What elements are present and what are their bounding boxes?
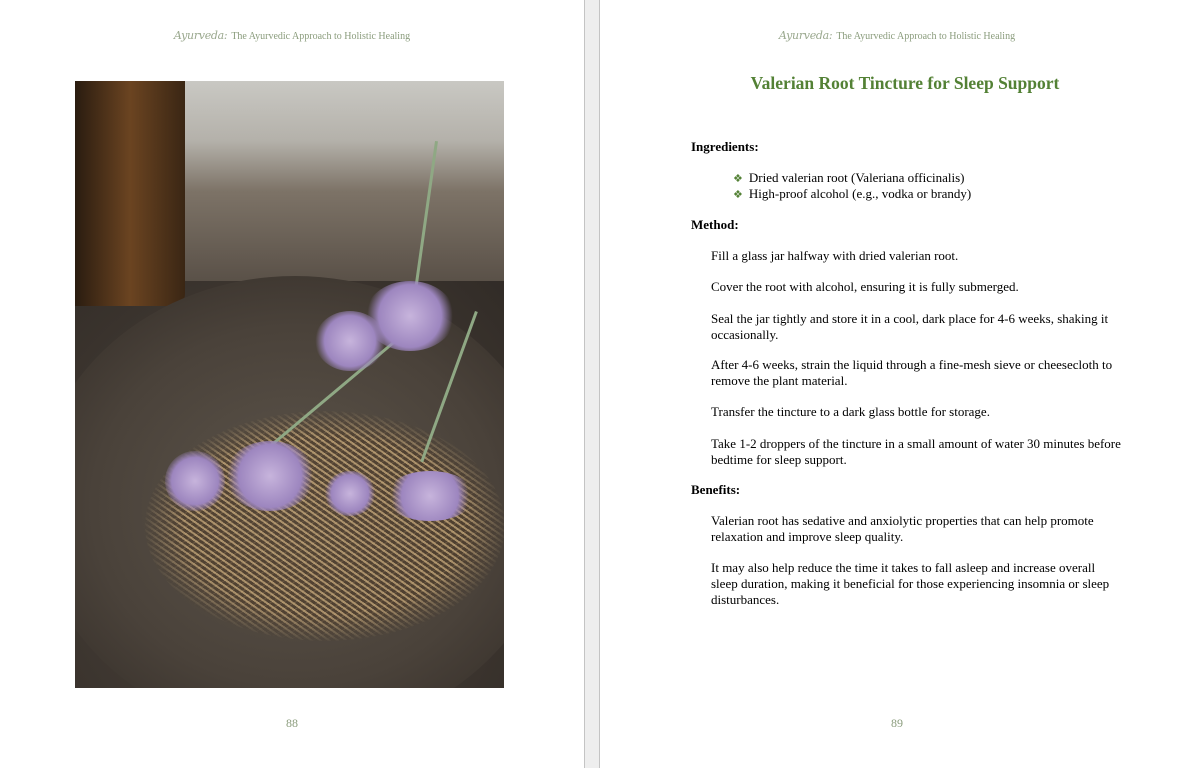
bullet-icon: ❖ (733, 189, 743, 201)
benefits-heading: Benefits: (691, 482, 741, 497)
running-header (600, 29, 1194, 42)
page-number: 88 (286, 716, 298, 730)
method-step: Cover the root with alcohol, ensuring it is fully submerged. (711, 279, 1019, 294)
method-step: Transfer the tincture to a dark glass bottle for storage. (711, 404, 990, 419)
benefit-paragraph: Valerian root has sedative and anxiolytic properties that can help promote relaxation and improve sleep quality. (711, 513, 1094, 544)
ingredients-heading: Ingredients: (691, 139, 759, 154)
bullet-icon: ❖ (733, 173, 743, 185)
right-page (600, 0, 1194, 768)
page-gutter (584, 0, 600, 768)
header-title: The Ayurvedic Approach to Holistic Healing (231, 31, 411, 42)
header-logo: Ayurveda: (778, 29, 833, 42)
recipe-title: Valerian Root Tincture for Sleep Support (750, 73, 1060, 93)
running-header (0, 29, 584, 42)
method-heading: Method: (691, 217, 739, 232)
method-step: Take 1-2 droppers of the tincture in a small amount of water 30 minutes before bedtime for sleep support. (711, 436, 1121, 467)
page-number: 89 (891, 716, 903, 730)
header-title: The Ayurvedic Approach to Holistic Healing (836, 31, 1016, 42)
method-step: Seal the jar tightly and store it in a cool, dark place for 4-6 weeks, shaking it occasionally. (711, 311, 1109, 342)
ingredient-item: ❖ Dried valerian root (Valeriana officinalis) (733, 170, 965, 185)
valerian-photo (75, 81, 504, 688)
benefit-paragraph: It may also help reduce the time it takes to fall asleep and increase overall sleep duration, making it beneficial for those experiencing insomnia or sleep disturbances. (711, 560, 1110, 607)
bottle (75, 81, 185, 306)
left-page (0, 0, 584, 768)
ingredient-item: ❖ High-proof alcohol (e.g., vodka or brandy) (733, 186, 972, 201)
dried-roots (145, 411, 504, 641)
header-logo: Ayurveda: (173, 29, 228, 42)
method-step: After 4-6 weeks, strain the liquid through a fine-mesh sieve or cheesecloth to remove the plant material. (711, 357, 1113, 388)
method-step: Fill a glass jar halfway with dried valerian root. (711, 248, 959, 263)
